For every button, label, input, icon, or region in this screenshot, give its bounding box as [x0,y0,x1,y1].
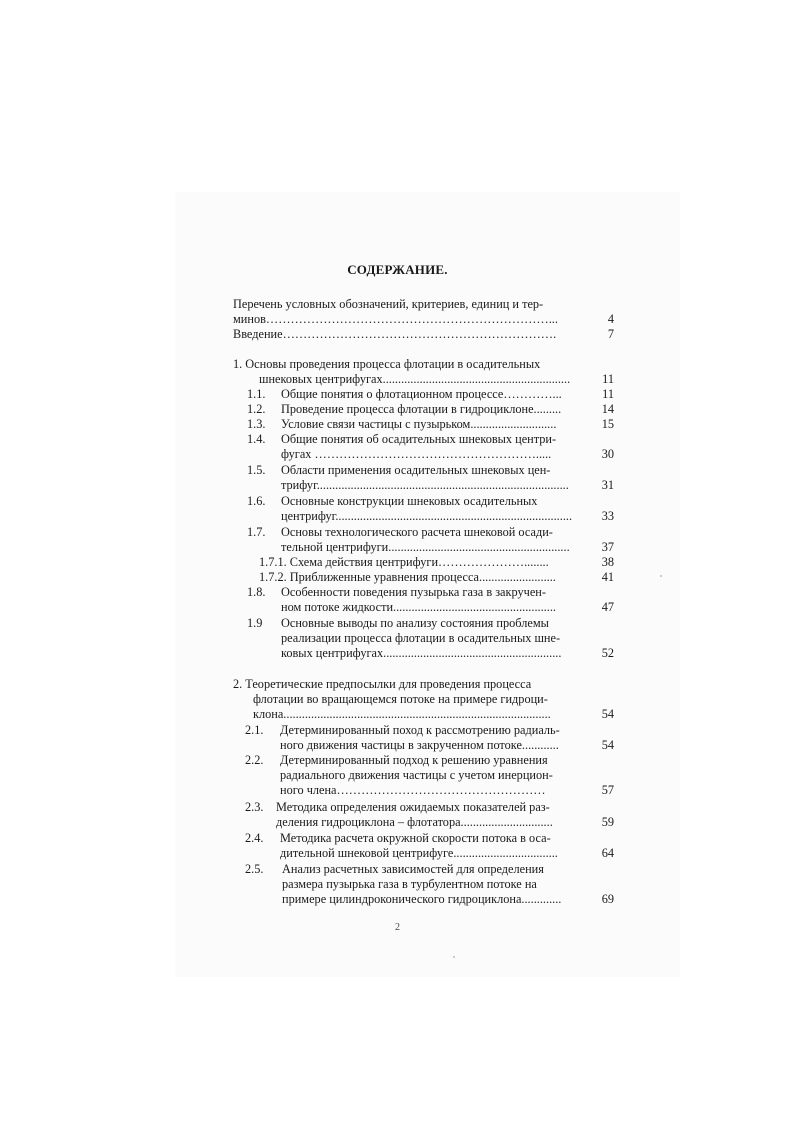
toc-page-number: 54 [601,738,614,752]
toc-line: Детерминированный подход к решению уравнения [280,753,548,767]
toc-line: ного члена…………………………………………… [280,783,546,797]
toc-section-number: 1.5. [247,463,266,477]
scan-speck [453,956,455,958]
scan-speck [660,575,662,577]
toc-page-number: 69 [601,892,614,906]
toc-line: размера пузырька газа в турбулентном потоке на [282,877,537,891]
page-number-footer: 2 [395,922,400,933]
toc-line: Методика расчета окружной скорости потока в оса- [280,831,551,845]
toc-page-number: 57 [601,783,614,797]
toc-page-number: 47 [601,600,614,614]
toc-page-number: 7 [607,327,614,341]
toc-line: Методика определения ожидаемых показателей раз- [276,800,550,814]
toc-section-number: 2.2. [245,753,264,767]
toc-line: дительной шнековой центрифуге.................................. [280,846,558,860]
toc-page-number: 54 [601,707,614,721]
toc-page-number: 37 [601,540,614,554]
toc-page-number: 41 [601,570,614,584]
toc-line: трифуг.................................................................................. [281,478,569,492]
toc-line: фугах ………………………………………………..... [281,447,552,461]
toc-line: Особенности поведения пузырька газа в закручен- [281,585,546,599]
toc-page-number: 64 [601,846,614,860]
toc-section-number: 2.3. [245,800,264,814]
toc-line: Общие понятия о флотационном процессе…………... [281,387,562,401]
toc-line: клона....................................................................................... [253,707,551,721]
toc-page-number: 38 [601,555,614,569]
toc-line: Перечень условных обозначений, критериев, единиц и тер- [233,297,544,311]
toc-line: Проведение процесса флотации в гидроциклоне......... [281,402,562,416]
toc-line: реализации процесса флотации в осадительных шне- [281,631,561,645]
toc-line: Анализ расчетных зависимостей для определения [282,862,544,876]
toc-chapter: 2. Теоретические предпосылки для проведения процесса [233,677,532,691]
toc-line: Общие понятия об осадительных шнековых центри- [281,432,557,446]
toc-line: деления гидроциклона – флотатора.............................. [276,815,553,829]
toc-line: радиального движения частицы с учетом инерцион- [280,768,553,782]
toc-line: Детерминированный поход к рассмотрению радиаль- [280,723,560,737]
toc-line: флотации во вращающемся потоке на примере гидроци- [253,692,548,706]
toc-line: шнековых центрифугах............................................................. [259,372,571,386]
toc-page-number: 30 [601,447,614,461]
toc-section-number: 2.1. [245,723,264,737]
toc-chapter: 1. Основы проведения процесса флотации в осадительных [233,357,541,371]
toc-section-number: 1.2. [247,402,266,416]
toc-line: Основные конструкции шнековых осадительных [281,494,538,508]
toc-page-number: 11 [602,372,614,386]
toc-page-number: 31 [601,478,614,492]
toc-line: ковых центрифугах.......................................................... [281,646,562,660]
toc-line: ного движения частицы в закрученном потоке............ [280,738,559,752]
toc-section-number: 1.1. [247,387,266,401]
toc-page-number: 11 [602,387,614,401]
toc-line: ном потоке жидкости..................................................... [281,600,556,614]
toc-page-number: 52 [601,646,614,660]
toc-page-number: 59 [601,815,614,829]
toc-section-number: 1.4. [247,432,266,446]
toc-section-number: 1.6. [247,494,266,508]
toc-line: Основы технологического расчета шнековой осади- [281,525,553,539]
toc-line: Области применения осадительных шнековых цен- [281,463,551,477]
toc-subsection: 1.7.2. Приближенные уравнения процесса......................... [259,570,556,584]
toc-page-number: 33 [601,509,614,523]
toc-section-number: 2.5. [245,862,264,876]
toc-page-number: 15 [601,417,614,431]
toc-page-number: 14 [601,402,614,416]
toc-section-number: 1.7. [247,525,266,539]
toc-section-number: 1.3. [247,417,266,431]
toc-line: минов……………………………………………………………... [233,312,558,326]
toc-line: Основные выводы по анализу состояния проблемы [281,616,549,630]
toc-page-number: 4 [607,312,614,326]
page-title: СОДЕРЖАНИЕ. [347,262,448,277]
toc-line: центрифуг............................................................................. [281,509,573,523]
toc-line: Условие связи частицы с пузырьком............................ [281,417,557,431]
toc-subsection: 1.7.1. Схема действия центрифуги…………………........ [259,555,549,569]
toc-section-number: 1.8. [247,585,266,599]
toc-line: Введение…………………………………………………………. [233,327,557,341]
toc-line: тельной центрифуги........................................................... [281,540,570,554]
toc-section-number: 2.4. [245,831,264,845]
toc-section-number: 1.9 [247,616,263,630]
toc-line: примере цилиндроконического гидроциклона............. [282,892,562,906]
